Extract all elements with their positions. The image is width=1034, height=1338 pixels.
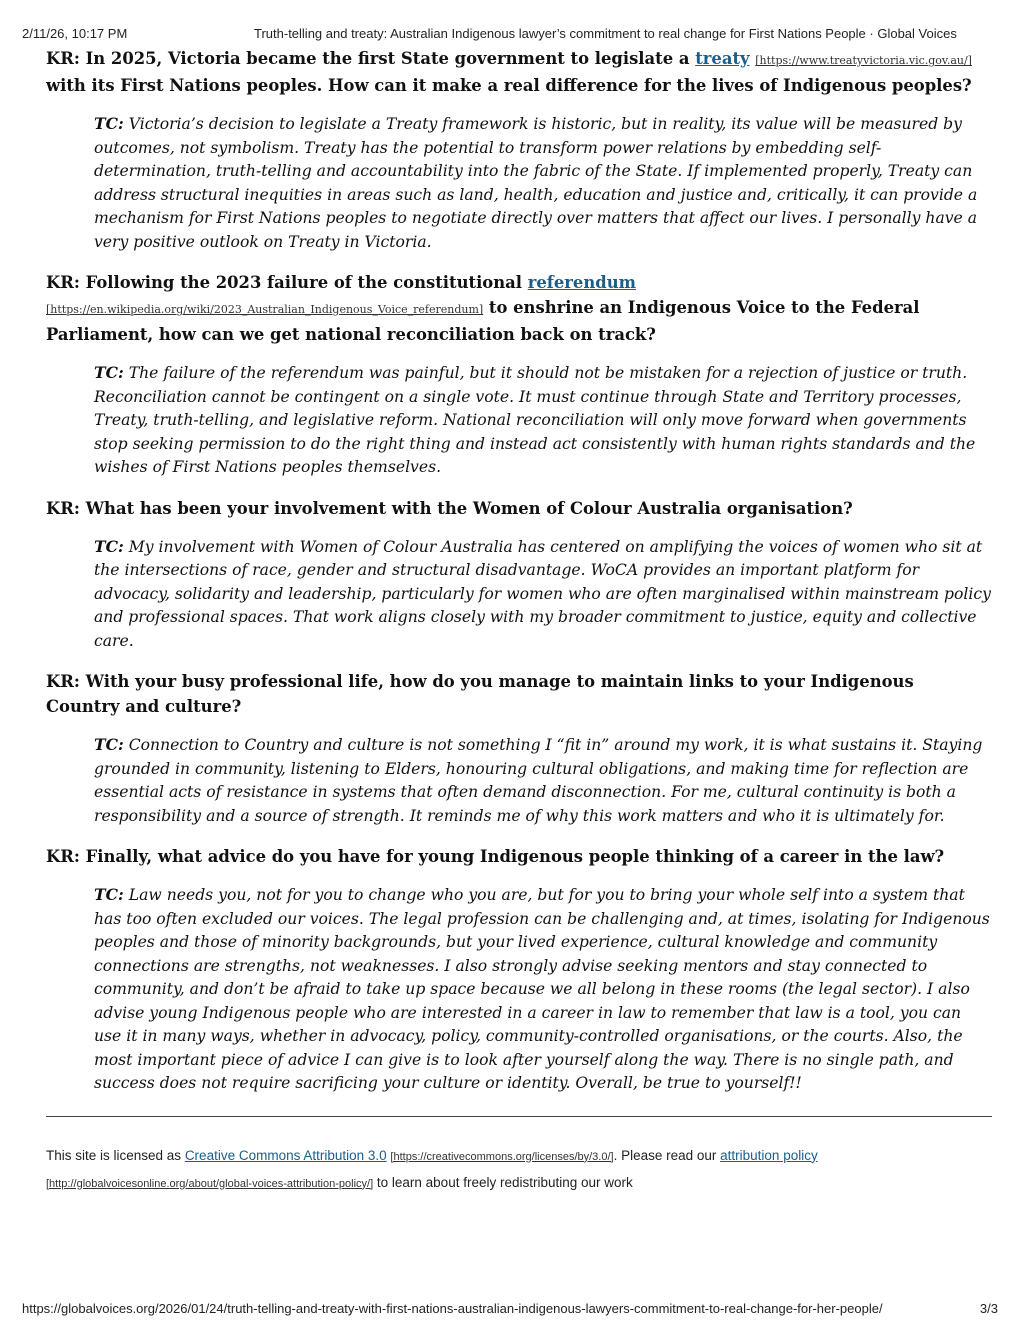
answer-1 <box>94 112 992 254</box>
answer-3-label: TC: <box>94 536 124 556</box>
treaty-link-url: [https://www.treatyvictoria.vic.gov.au/] <box>755 54 972 67</box>
footer-divider <box>46 1116 992 1117</box>
answer-4-label: TC: <box>94 735 124 754</box>
answer-3-text: My involvement with Women of Colour Australia has centered on amplifying the voices of women who sit at the intersections of race, gender and structural disadvantage. WoCA provides an important platform for advocacy, solidarity and leadership, particularly for women who are often marginalised within mainstream policy and professional spaces. That work aligns closely with my broader commitment to justice, equity and collective care. <box>94 537 991 650</box>
question-4: KR: With your busy professional life, how do you manage to maintain links to your Indigenous Country and culture? <box>46 672 914 716</box>
answer-4 <box>94 733 992 828</box>
question-1-text-start: KR: In 2025, Victoria became the first State government to legislate a <box>46 49 696 68</box>
answer-2-text: The failure of the referendum was painful, but it should not be mistaken for a rejection of justice or truth. Reconciliation cannot be contingent on a single vote. It must continue through State and Territory processes, Treaty, truth-telling, and legislative reform. National reconciliation will only move forward when governments stop seeking permission to do the right thing and instead act consistently with human rights standards and the wishes of First Nations peoples themselves. <box>94 364 976 476</box>
question-5: KR: Finally, what advice do you have for young Indigenous people thinking of a career in the law? <box>46 847 945 866</box>
cc-license-url: [https://creativecommons.org/licenses/by/3.0/] <box>390 1150 614 1163</box>
question-2-text-end: to enshrine an Indigenous Voice to the Federal Parliament, how can we get national reconciliation back on track? <box>46 298 920 344</box>
print-header <box>22 26 974 41</box>
print-footer <box>22 1301 998 1316</box>
print-date: 2/11/26, 10:17 PM <box>22 26 128 41</box>
question-2-text-start: KR: Following the 2023 failure of the constitutional <box>46 273 528 292</box>
print-page-title: Truth-telling and treaty: Australian Indigenous lawyer’s commitment to real change for First Nations People · Global Voices <box>254 26 957 41</box>
question-3: KR: What has been your involvement with the Women of Colour Australia organisation? <box>46 498 853 518</box>
question-2 <box>46 270 992 347</box>
article-content <box>46 46 992 1197</box>
answer-2-label: TC: <box>94 363 124 382</box>
question-1-text-end: with its First Nations peoples. How can it make a real difference for the lives of Indigenous peoples? <box>46 76 972 95</box>
answer-3 <box>94 535 992 654</box>
print-page-number: 3/3 <box>979 1301 998 1316</box>
license-text-end: to learn about freely redistributing our work <box>373 1174 633 1190</box>
attribution-policy-link[interactable]: attribution policy <box>720 1147 818 1163</box>
license-text-start: This site is licensed as <box>46 1147 185 1163</box>
license-text-mid: . Please read our <box>613 1147 721 1163</box>
treaty-link[interactable]: treaty <box>695 49 750 68</box>
print-page-url: https://globalvoices.org/2026/01/24/truth-telling-and-treaty-with-first-nations-australian-indigenous-lawyers-commitment-to-real-change-for-her-people/ <box>22 1301 883 1316</box>
answer-2 <box>94 361 992 480</box>
attribution-policy-url: [http://globalvoicesonline.org/about/global-voices-attribution-policy/] <box>46 1177 374 1190</box>
cc-license-link[interactable]: Creative Commons Attribution 3.0 <box>184 1147 387 1163</box>
answer-5-label: TC: <box>94 885 124 904</box>
answer-5 <box>94 883 992 1096</box>
license-notice <box>46 1143 992 1197</box>
answer-1-label: TC: <box>94 114 124 133</box>
referendum-link[interactable]: referendum <box>527 273 636 292</box>
referendum-link-url: [https://en.wikipedia.org/wiki/2023_Australian_Indigenous_Voice_referendum] <box>46 303 484 316</box>
question-1 <box>46 46 992 98</box>
answer-5-text: Law needs you, not for you to change who you are, but for you to bring your whole self into a system that has too often excluded our voices. The legal profession can be challenging and, at times, isolating for Indigenous peoples and those of minority backgrounds, but your lived experience, cultural knowledge and community connections are strengths, not weaknesses. I also strongly advise seeking mentors and stay connected to community, and don’t be afraid to take up space because we all belong in these rooms (the legal sector). I also advise young Indigenous people who are interested in a career in law to remember that law is a tool, you can use it in many ways, whether in advocacy, policy, community-controlled organisations, or the courts. Also, the most important piece of advice I can give is to look after yourself along the way. There is no single path, and success does not require sacrificing your culture or identity. Overall, be true to yourself!! <box>94 886 990 1092</box>
answer-1-text: Victoria’s decision to legislate a Treaty framework is historic, but in reality, its value will be measured by outcomes, not symbolism. Treaty has the potential to transform power relations by embedding self-determination, truth-telling and accountability into the fabric of the State. If implemented properly, Treaty can address structural inequities in areas such as land, health, education and justice and, critically, it can provide a mechanism for First Nations peoples to negotiate directly over matters that affect our lives. I personally have a very positive outlook on Treaty in Victoria. <box>94 115 978 251</box>
answer-4-text: Connection to Country and culture is not something I “fit in” around my work, it is what sustains it. Staying grounded in community, listening to Elders, honouring cultural obligations, and making time for reflection are essential acts of resistance in systems that often demand disconnection. For me, cultural continuity is both a responsibility and a source of strength. It reminds me of why this work matters and who it is ultimately for. <box>94 736 983 825</box>
